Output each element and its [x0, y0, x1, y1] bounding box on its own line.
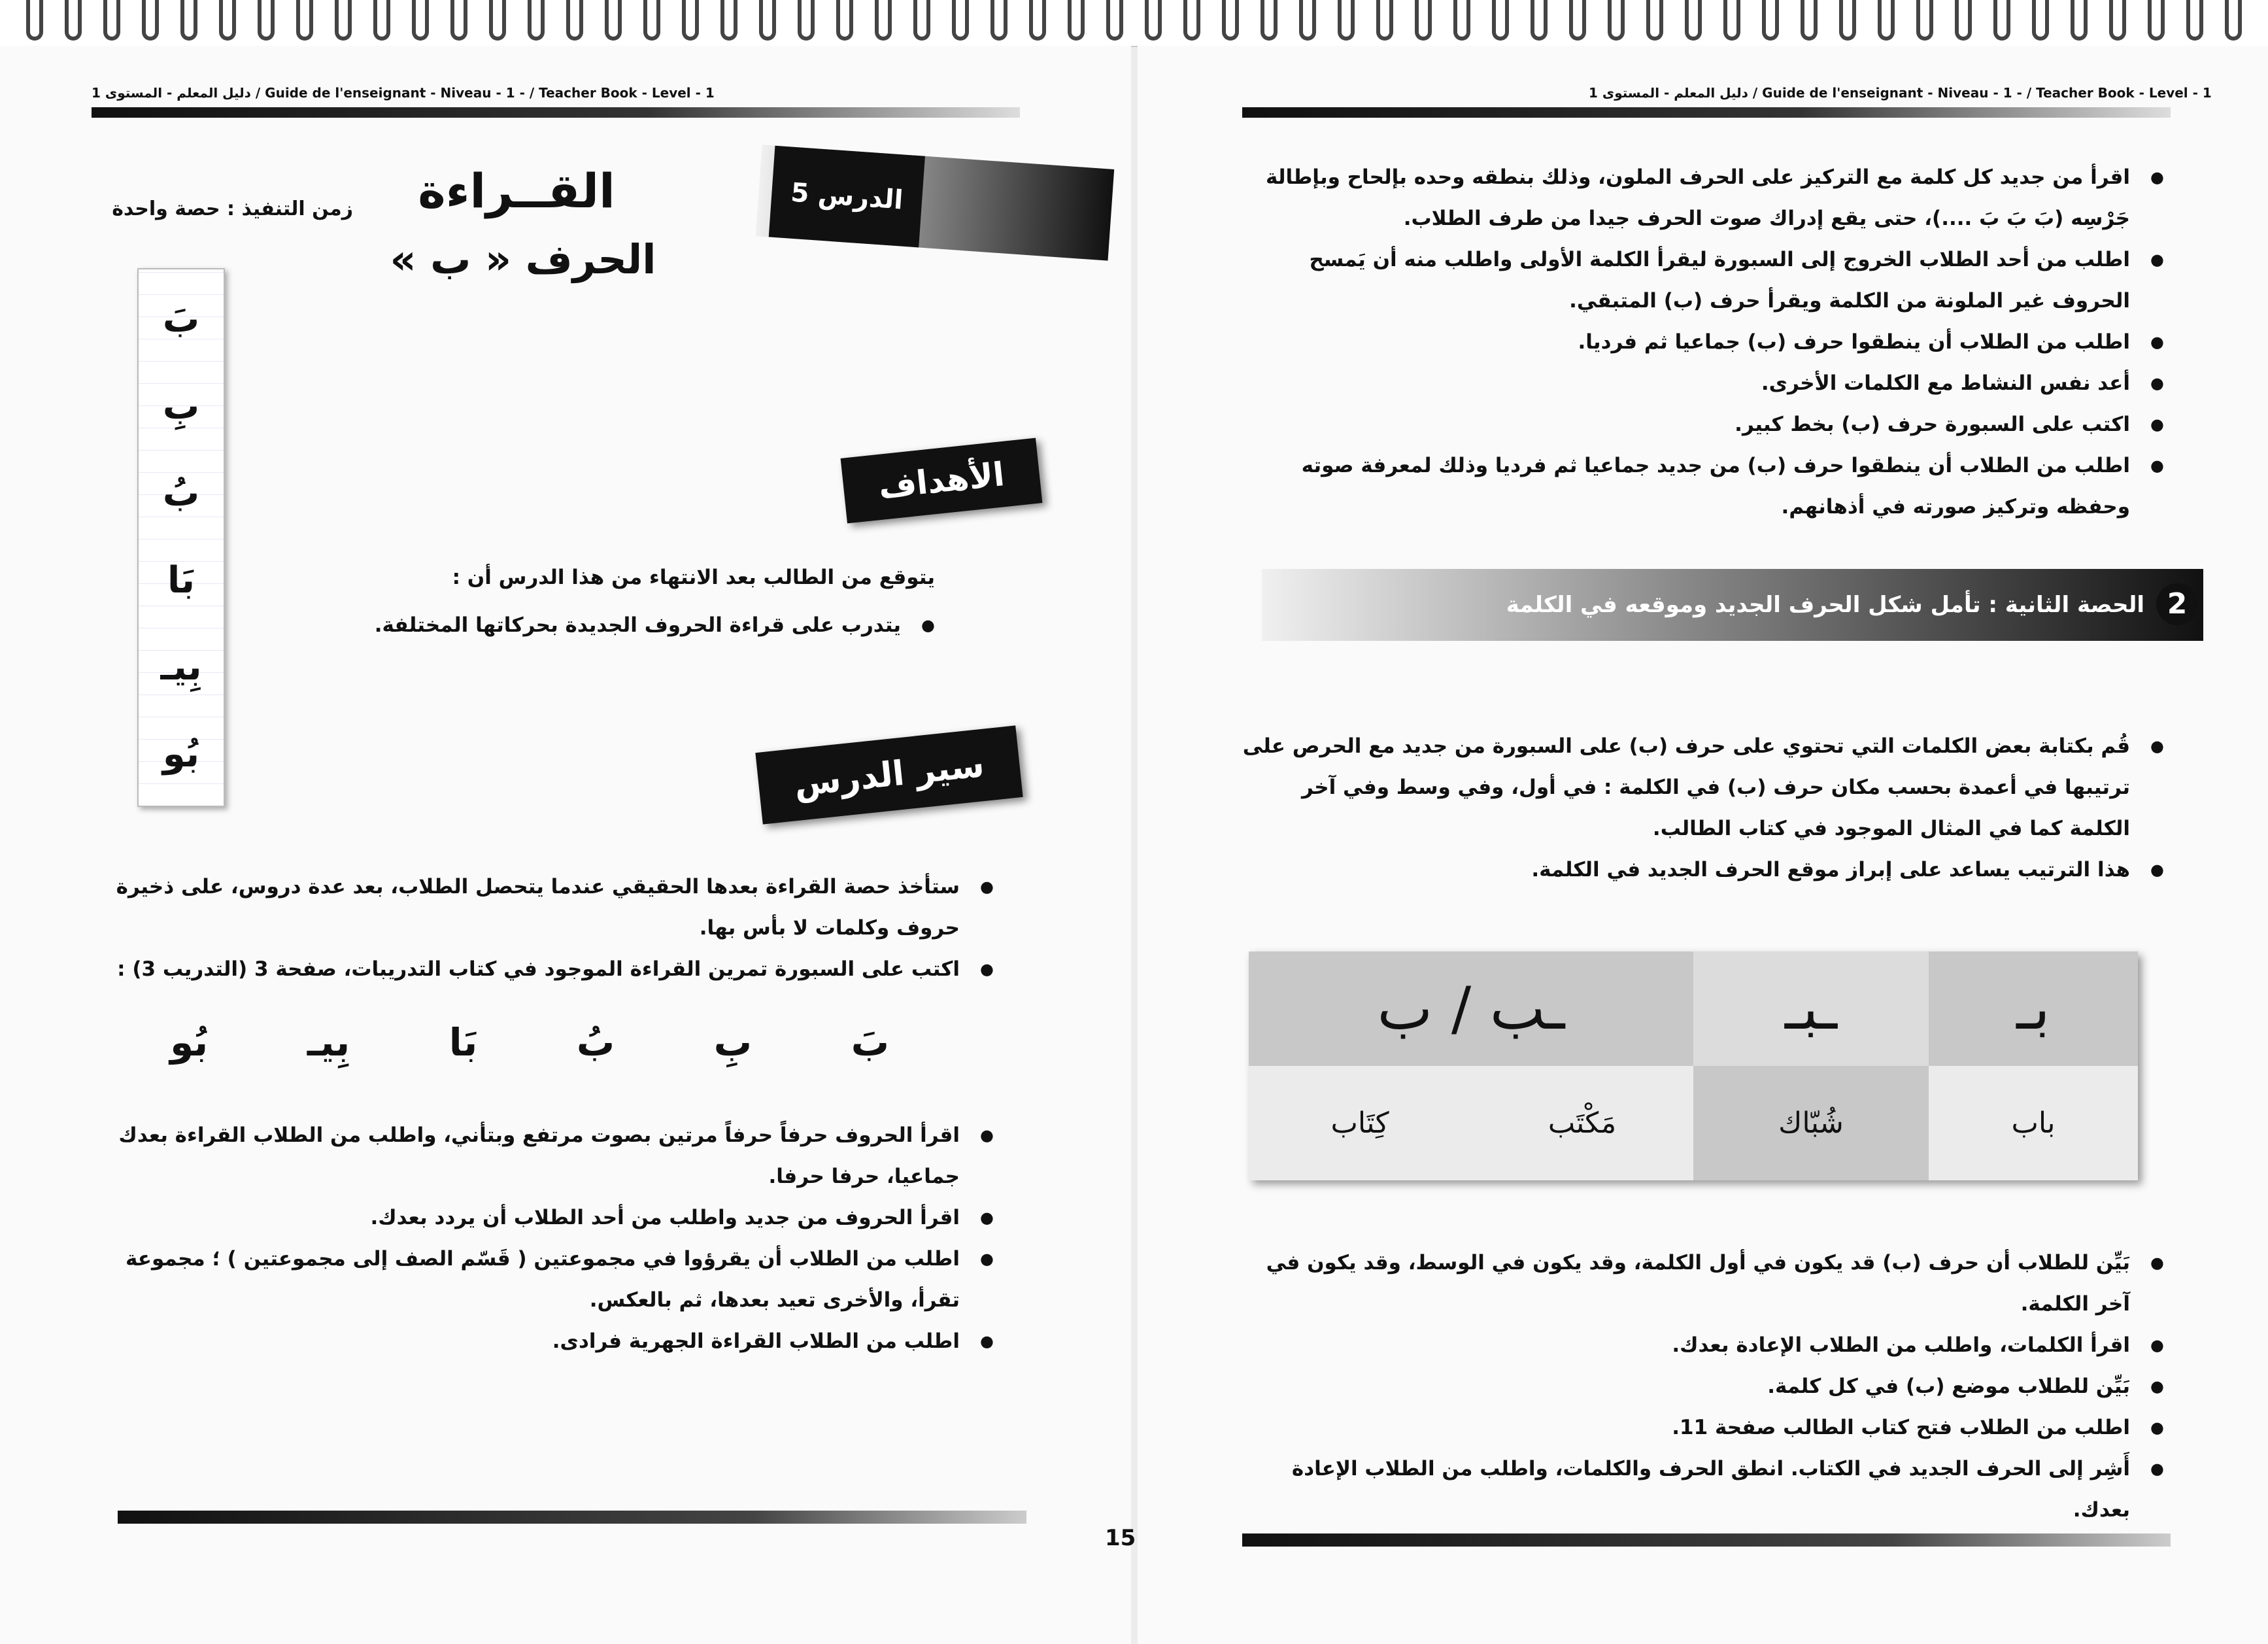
spiral-ring [913, 0, 930, 41]
spiral-ring [720, 0, 737, 41]
spiral-ring [489, 0, 506, 41]
card-letter: بُو [162, 733, 200, 776]
spiral-ring [2186, 0, 2203, 41]
exercise-letter: بِ [713, 1020, 753, 1065]
spiral-ring [2071, 0, 2088, 41]
exercise-letter: بَا [449, 1020, 478, 1065]
spiral-ring [1531, 0, 1548, 41]
spiral-ring [1878, 0, 1895, 41]
spiral-ring [373, 0, 390, 41]
spiral-ring [1183, 0, 1200, 41]
spiral-binding [0, 0, 2268, 47]
procedure-item: ● اطلب من الطلاب أن يقرؤوا في مجموعتين ( قَسّم الصف إلى مجموعتين ) ؛ مجموعة تقرأ، والأخرى تعيد بعدها، ثم بالعكس. [92, 1239, 994, 1321]
card-letter: بَ [162, 298, 200, 341]
spiral-ring [2032, 0, 2049, 41]
spiral-ring [2148, 0, 2165, 41]
card-letter: بُ [162, 472, 200, 515]
instruction-item: ● اكتب على السبورة حرف (ب) بخط كبير. [1236, 404, 2164, 445]
footer-rule-left [118, 1511, 1026, 1524]
letter-position-table [1249, 951, 2138, 1180]
session2-item: ● هذا الترتيب يساعد على إبراز موقع الحرف الجديد في الكلمة. [1236, 849, 2164, 891]
spiral-ring [682, 0, 699, 41]
spiral-ring [1916, 0, 1933, 41]
spiral-ring [219, 0, 236, 41]
header-rule [1242, 107, 2171, 118]
lesson-banner [756, 145, 1114, 260]
spiral-ring [1492, 0, 1509, 41]
spiral-ring [759, 0, 776, 41]
objective-item: ● يتدرب على قراءة الحروف الجديدة بحركاتها المختلفة. [275, 605, 935, 646]
form-medial: ـبـ [1785, 974, 1837, 1043]
spiral-ring [1376, 0, 1393, 41]
spiral-ring [1762, 0, 1779, 41]
spiral-ring [1338, 0, 1355, 41]
spiral-ring [1068, 0, 1085, 41]
spiral-ring [836, 0, 853, 41]
procedure-list-b [92, 1115, 994, 1362]
spiral-ring [1299, 0, 1316, 41]
word-bab: باب [2011, 1106, 2056, 1140]
spiral-ring [1415, 0, 1432, 41]
instruction-item: ● اطلب من أحد الطلاب الخروج إلى السبورة ليقرأ الكلمة الأولى واطلب منه أن يَمسح الحروف غير الملونة من الكلمة ويقرأ حرف (ب) المتبقي. [1236, 239, 2164, 322]
spiral-ring [1801, 0, 1818, 41]
spiral-ring [1839, 0, 1856, 41]
spiral-ring [103, 0, 120, 41]
spiral-ring [990, 0, 1007, 41]
spiral-ring [1569, 0, 1586, 41]
spiral-ring [528, 0, 545, 41]
form-initial: بـ [2016, 974, 2050, 1043]
word-shubbak: شُبّاك [1778, 1106, 1844, 1140]
spiral-ring [258, 0, 275, 41]
letter-card [137, 268, 225, 807]
spiral-ring [180, 0, 197, 41]
spiral-ring [1222, 0, 1239, 41]
spiral-ring [450, 0, 467, 41]
spiral-ring [1145, 0, 1162, 41]
spiral-ring [2109, 0, 2126, 41]
instruction-item: ● اطلب من الطلاب أن ينطقوا حرف (ب) من جديد جماعيا ثم فرديا وذلك لمعرفة صوته وحفظه وتركيز صورته في أذهانهم. [1236, 445, 2164, 528]
spiral-ring [1029, 0, 1046, 41]
form-final: ـب / ب [1377, 974, 1565, 1043]
instruction-item: ● اطلب من الطلاب فتح كتاب الطالب صفحة 11. [1236, 1407, 2164, 1448]
session2-number: 2 [2156, 583, 2198, 625]
instruction-item: ● أعد نفس النشاط مع الكلمات الأخرى. [1236, 363, 2164, 404]
spiral-ring [605, 0, 622, 41]
lesson-title: القــراءة [418, 163, 615, 218]
spiral-ring [1723, 0, 1740, 41]
spiral-ring [566, 0, 583, 41]
session2-title: الحصة الثانية : تأمل شكل الحرف الجديد وموقعه في الكلمة [1506, 592, 2144, 618]
page-header-left: دليل المعلم - المستوى 1 / Guide de l'enseignant - Niveau - 1 - / Teacher Book - Level - 1 [92, 85, 715, 101]
spiral-ring [1106, 0, 1123, 41]
session2-banner [1262, 569, 2203, 641]
right-bottom-list [1236, 1242, 2164, 1531]
spiral-ring [1646, 0, 1663, 41]
spiral-ring [1685, 0, 1702, 41]
header-rule [92, 107, 1020, 118]
instruction-item: ● اطلب من الطلاب أن ينطقوا حرف (ب) جماعيا ثم فرديا. [1236, 322, 2164, 363]
lesson-duration: زمن التنفيذ : حصة واحدة [112, 197, 353, 220]
instruction-item: ● اقرأ الكلمات، واطلب من الطلاب الإعادة بعدك. [1236, 1325, 2164, 1366]
spiral-ring [335, 0, 352, 41]
objectives-heading: الأهداف [841, 438, 1043, 524]
session2-list [1236, 726, 2164, 891]
objectives-intro: يتوقع من الطالب بعد الانتهاء من هذا الدرس أن : [452, 566, 935, 589]
procedure-item: ● اقرأ الحروف من جديد واطلب من أحد الطلاب أن يردد بعدك. [92, 1197, 994, 1239]
lesson-subtitle: الحرف « ب » [390, 235, 656, 283]
instruction-item: ● اقرأ من جديد كل كلمة مع التركيز على الحرف الملون، وذلك بنطقه وحده بإلحاح وبإطالة جَرْسِه (بَ بَ بَ ....)، حتى يقع إدراك صوت الحرف جيدا من طرف الطلاب. [1236, 157, 2164, 239]
procedure-item: ● ستأخذ حصة القراءة بعدها الحقيقي عندما يتحصل الطلاب، بعد عدة دروس، على ذخيرة حروف وكلمات لا بأس بها. [92, 866, 994, 949]
spiral-ring [142, 0, 159, 41]
session2-item: ● قُم بكتابة بعض الكلمات التي تحتوي على حرف (ب) على السبورة من جديد مع الحرص على ترتيبها في أعمدة بحسب مكان حرف (ب) في الكلمة : في أول، وفي وسط وفي آخر الكلمة كما في المثال الموجود في كتاب الطالب. [1236, 726, 2164, 849]
instruction-item: ● بَيِّن للطلاب موضع (ب) في كل كلمة. [1236, 1366, 2164, 1407]
spiral-ring [798, 0, 815, 41]
card-letter: بِ [162, 385, 200, 428]
word-maktab: مَكْتَب [1548, 1106, 1617, 1140]
exercise-letter: بُو [170, 1020, 209, 1065]
card-letter: بَا [167, 559, 195, 602]
exercise-letter: بَ [851, 1020, 889, 1065]
objectives-list [275, 605, 935, 646]
exercise-letter: بِيـ [307, 1020, 350, 1065]
spiral-ring [952, 0, 969, 41]
page-header-right: دليل المعلم - المستوى 1 / Guide de l'enseignant - Niveau - 1 - / Teacher Book - Level - 1 [1589, 85, 2212, 101]
spiral-ring [26, 0, 43, 41]
exercise-letters [170, 1020, 889, 1079]
spiral-ring [643, 0, 660, 41]
footer-rule-right [1242, 1533, 2171, 1547]
procedure-list-a [92, 866, 994, 990]
procedure-item: ● اطلب من الطلاب القراءة الجهرية فرادى. [92, 1321, 994, 1362]
word-kitab: كِتَاب [1330, 1106, 1389, 1140]
spiral-ring [1453, 0, 1470, 41]
spiral-ring [875, 0, 892, 41]
instruction-item: ● أَشِر إلى الحرف الجديد في الكتاب. انطق الحرف والكلمات، واطلب من الطلاب الإعادة بعدك. [1236, 1448, 2164, 1531]
right-page [1138, 46, 2268, 1644]
spiral-ring [1608, 0, 1625, 41]
spiral-ring [65, 0, 82, 41]
spiral-ring [1993, 0, 2010, 41]
exercise-letter: بُ [576, 1020, 615, 1065]
page-number: 15 [1105, 1525, 1136, 1551]
spiral-ring [1955, 0, 1972, 41]
lesson-number: الدرس 5 [769, 146, 925, 248]
right-top-list [1236, 157, 2164, 528]
card-letter: بِيـ [160, 646, 202, 689]
spiral-ring [2225, 0, 2242, 41]
left-page [0, 46, 1136, 1644]
procedure-item: ● اكتب على السبورة تمرين القراءة الموجود في كتاب التدريبات، صفحة 3 (التدريب 3) : [92, 949, 994, 990]
procedure-heading: سير الدرس [755, 725, 1023, 824]
spiral-ring [412, 0, 429, 41]
spiral-ring [1261, 0, 1278, 41]
spiral-ring [296, 0, 313, 41]
instruction-item: ● بَيِّن للطلاب أن حرف (ب) قد يكون في أول الكلمة، وقد يكون في الوسط، وقد يكون في آخر الكلمة. [1236, 1242, 2164, 1325]
procedure-item: ● اقرأ الحروف حرفاً حرفاً مرتين بصوت مرتفع وبتأني، واطلب من الطلاب القراءة بعدك جماعيا، حرفا حرفا. [92, 1115, 994, 1197]
